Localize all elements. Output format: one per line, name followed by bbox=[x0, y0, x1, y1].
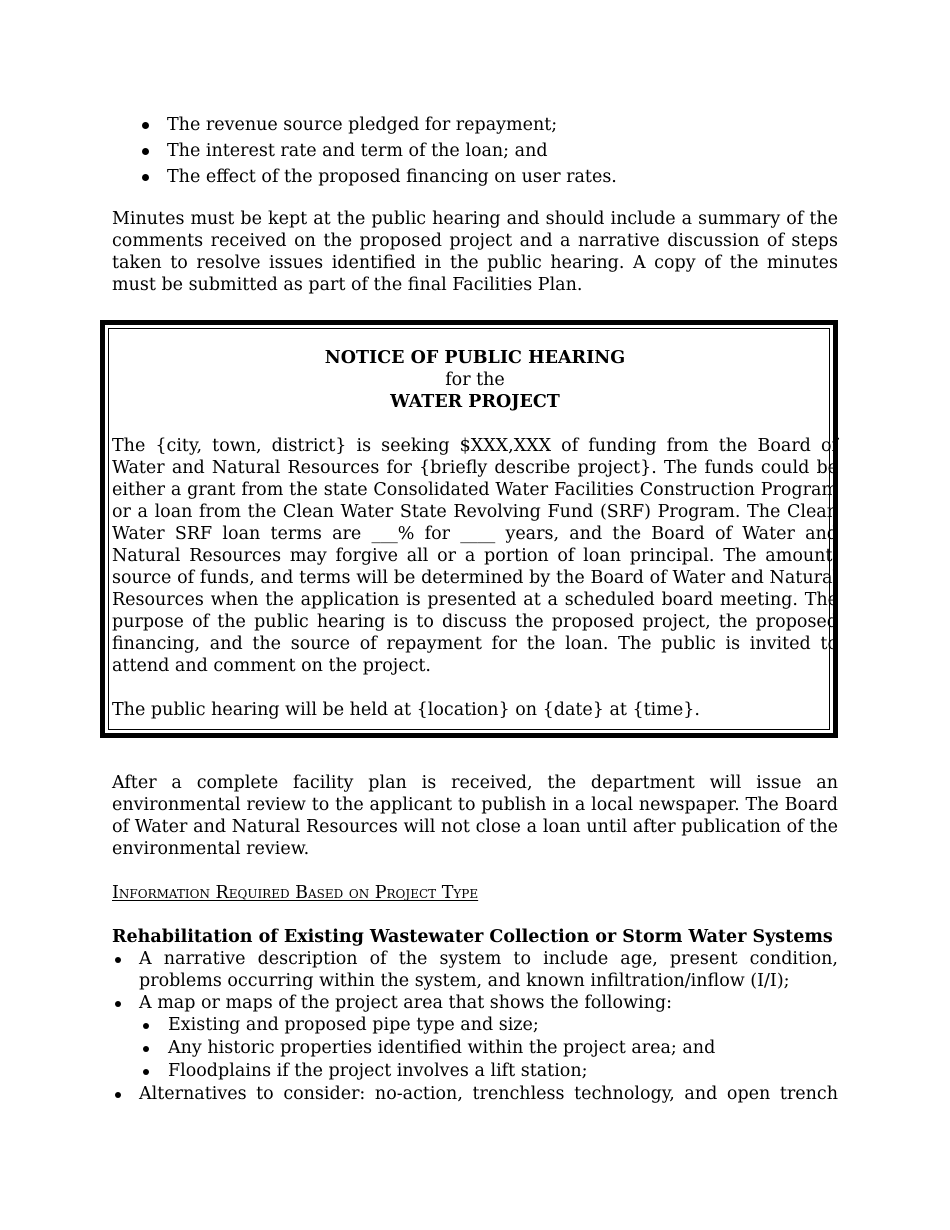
subheading: Rehabilitation of Existing Wastewater Collection or Storm Water Systems bbox=[112, 927, 833, 947]
notice-title: NOTICE OF PUBLIC HEARING bbox=[324, 348, 626, 368]
list-item: Existing and proposed pipe type and size; bbox=[139, 1014, 838, 1037]
list-item: Alternatives to consider: no-action, trenchless technology, and open trench bbox=[112, 1083, 838, 1105]
list-item-text: A map or maps of the project area that shows the following: bbox=[139, 993, 673, 1013]
notice-of-public-hearing bbox=[112, 347, 838, 721]
notice-title-block bbox=[112, 347, 838, 413]
repayment-info-list bbox=[112, 112, 838, 190]
minutes-paragraph: Minutes must be kept at the public hearing and should include a summary of the comments received on the proposed project and a narrative discussion of steps taken to resolve issues identified in the public hearing. A copy of the minutes must be submitted as part of the final Facilities Plan. bbox=[112, 209, 838, 295]
list-item: Floodplains if the project involves a lift station; bbox=[139, 1060, 838, 1083]
document-page bbox=[112, 112, 838, 1104]
environmental-review-paragraph: After a complete facility plan is received, the department will issue an environmental review to the applicant to publish in a local newspaper. The Board of Water and Natural Resources will not close a loan until after publication of the environmental review. bbox=[112, 773, 838, 859]
list-item: The revenue source pledged for repayment; bbox=[112, 112, 838, 138]
notice-hearing-line: The public hearing will be held at {location} on {date} at {time}. bbox=[112, 700, 700, 720]
after-notice-section bbox=[112, 772, 838, 1105]
list-item bbox=[112, 992, 838, 1083]
list-item: The effect of the proposed financing on user rates. bbox=[112, 164, 838, 190]
section-heading: Information Required Based on Project Type bbox=[112, 883, 479, 903]
list-item: The interest rate and term of the loan; and bbox=[112, 138, 838, 164]
notice-body: The {city, town, district} is seeking $XXX,XXX of funding from the Board of Water and Natural Resources for {briefly describe project}. The funds could be either a grant from the state Consolidated Water Facilities Construction Program or a loan from the Clean Water State Revolving Fund (SRF) Program. The Clean Water SRF loan terms are ___% for ____ years, and the Board of Water and Natural Resources may forgive all or a portion of loan principal. The amount, source of funds, and terms will be determined by the Board of Water and Natural Resources when the application is presented at a scheduled board meeting. The purpose of the public hearing is to discuss the proposed project, the proposed financing, and the source of repayment for the loan. The public is invited to attend and comment on the project. bbox=[112, 436, 838, 676]
notice-for-the: for the bbox=[445, 370, 505, 390]
list-item: Any historic properties identified within the project area; and bbox=[139, 1037, 838, 1060]
requirements-list bbox=[112, 948, 838, 1105]
map-requirements-sublist bbox=[139, 1014, 838, 1083]
list-item: A narrative description of the system to include age, present condition, problems occurring within the system, and known infiltration/inflow (I/I); bbox=[112, 948, 838, 992]
notice-project-name: WATER PROJECT bbox=[390, 392, 560, 412]
